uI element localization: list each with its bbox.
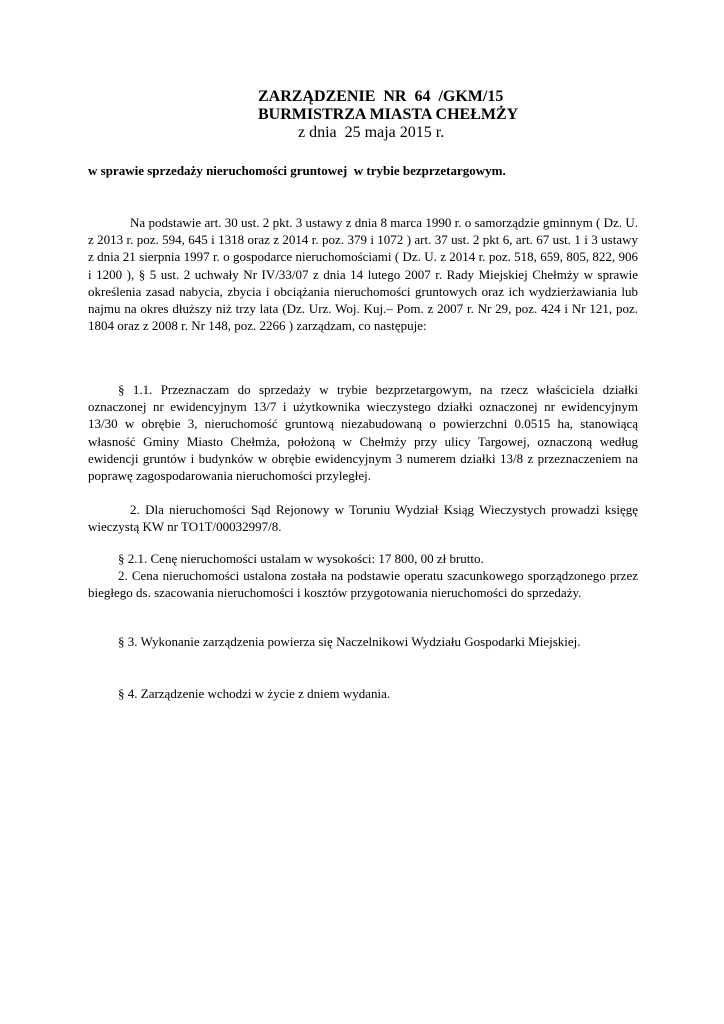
section-1-point-2: 2. Dla nieruchomości Sąd Rejonowy w Toruniu Wydział Ksiąg Wieczystych prowadzi księgę wieczystą KW nr TO1T/00032997/8. (88, 502, 638, 535)
document-date: z dnia 25 maja 2015 r. (298, 124, 445, 141)
document-title: ZARZĄDZENIE NR 64 /GKM/15 (258, 88, 504, 105)
document-header (258, 88, 618, 142)
legal-basis-paragraph: Na podstawie art. 30 ust. 2 pkt. 3 ustawy z dnia 8 marca 1990 r. o samorządzie gminnym ( Dz. U. z 2013 r. poz. 594, 645 i 1318 oraz z 2014 r. poz. 379 i 1072 ) art. 37 ust. 2 pkt 6, art. 67 ust. 1 i 3 ustawy z dnia 21 sierpnia 1997 r. o gospodarce nieruchomościami ( Dz. U. z 2014 r. poz. 518, 659, 805, 822, 906 i 1200 ), § 5 ust. 2 uchwały Nr IV/33/07 z dnia 14 lutego 2007 r. Rady Miejskiej Chełmży w sprawie określenia zasad nabycia, zbycia i obciążania nieruchomości gruntowych oraz ich wydzierżawiania lub najmu na okres dłuższy niż trzy lata (Dz. Urz. Woj. Kuj.– Pom. z 2007 r. Nr 29, poz. 424 i Nr 121, poz. 1804 oraz z 2008 r. Nr 148, poz. 2266 ) zarządzam, co następuje: (88, 215, 638, 334)
section-3: § 3. Wykonanie zarządzenia powierza się Naczelnikowi Wydziału Gospodarki Miejskiej. (118, 634, 581, 649)
section-2-point-2: 2. Cena nieruchomości ustalona została na podstawie operatu szacunkowego sporządzonego przez biegłego ds. szacowania nieruchomości i kosztów przygotowania nieruchomości do sprzedaży. (88, 568, 638, 601)
section-1-point-1: § 1.1. Przeznaczam do sprzedaży w trybie bezprzetargowym, na rzecz właściciela działki oznaczonej nr ewidencyjnym 13/7 i użytkownika wieczystego działki oznaczonej nr ewidencyjnym 13/30 w obrębie 3, nieruchomość gruntową niezabudowaną o powierzchni 0.0515 ha, stanowiącą własność Gminy Miasto Chełmża, położoną w Chełmży przy ulicy Targowej, oznaczoną według ewidencji gruntów i budynków w obrębie ewidencyjnym 3 numerem działki 13/8 z przeznaczeniem na poprawę zagospodarowania nieruchomości przyległej. (88, 382, 638, 484)
section-2-point-1: § 2.1. Cenę nieruchomości ustalam w wysokości: 17 800, 00 zł brutto. (118, 551, 484, 566)
section-4: § 4. Zarządzenie wchodzi w życie z dniem wydania. (118, 686, 391, 701)
issuing-authority: BURMISTRZA MIASTA CHEŁMŻY (258, 106, 519, 123)
document-subject: w sprawie sprzedaży nieruchomości gruntowej w trybie bezprzetargowym. (88, 163, 506, 178)
